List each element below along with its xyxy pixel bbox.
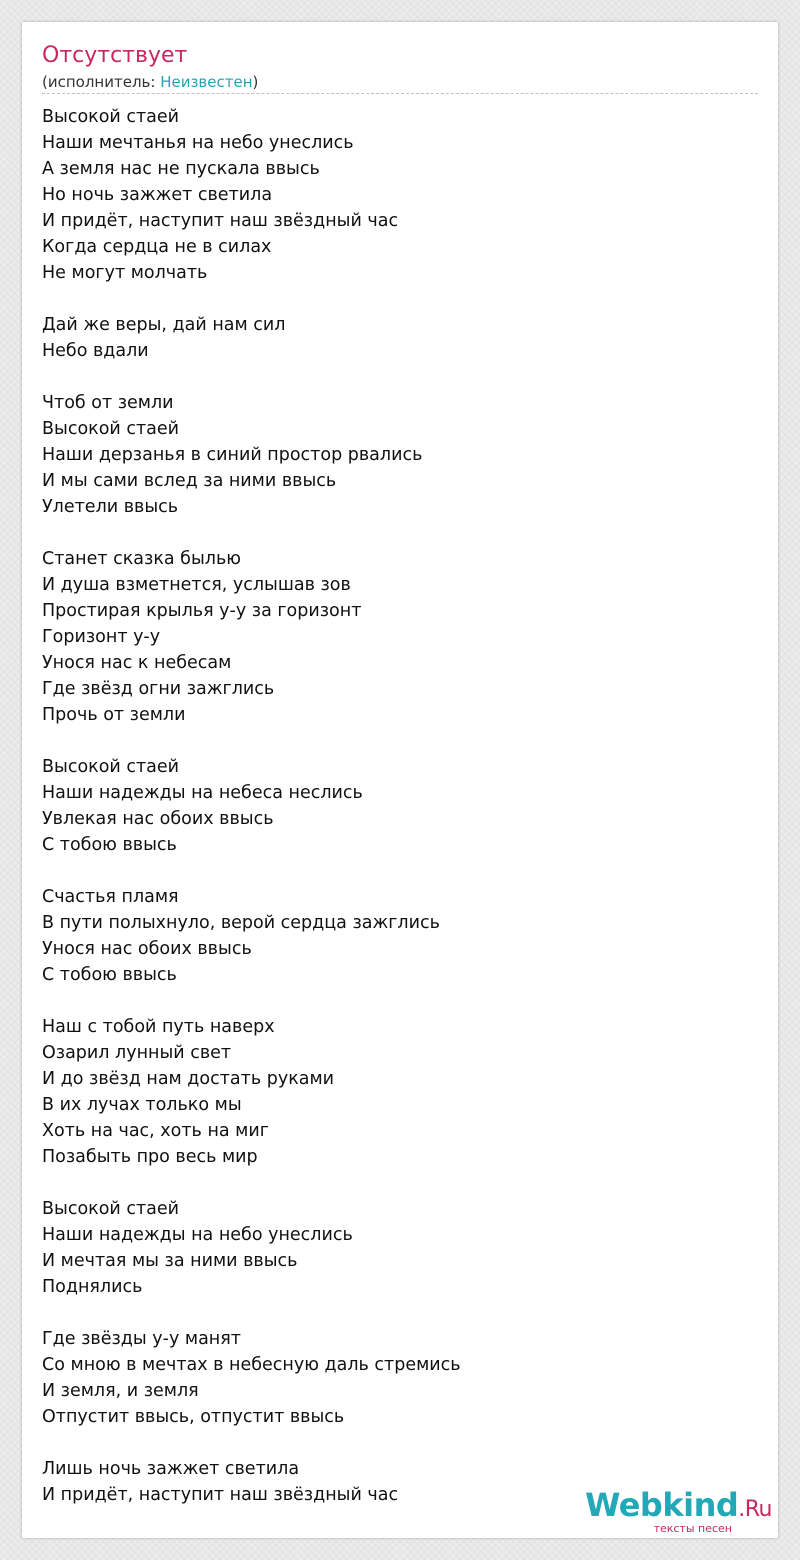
lyric-line: Прочь от земли <box>42 705 186 725</box>
lyric-line: Станет сказка былью <box>42 549 242 569</box>
song-title: Отсутствует <box>42 43 188 68</box>
lyric-line: Не могут молчать <box>42 263 208 283</box>
lyric-line: И придёт, наступит наш звёздный час <box>42 211 399 231</box>
lyric-line: В пути полыхнуло, верой сердца зажглись <box>42 913 440 933</box>
lyric-line: Наши мечтанья на небо унеслись <box>42 133 354 153</box>
lyric-line: Где звёзд огни зажглись <box>42 679 275 699</box>
site-logo[interactable] <box>585 1488 772 1534</box>
lyric-line: Отпустит ввысь, отпустит ввысь <box>42 1407 345 1427</box>
lyric-line: В их лучах только мы <box>42 1095 242 1115</box>
lyric-line: Унося нас обоих ввысь <box>42 939 252 959</box>
lyric-line: Когда сердца не в силах <box>42 237 272 257</box>
lyrics-body <box>42 104 461 1508</box>
lyric-line: Увлекая нас обоих ввысь <box>42 809 274 829</box>
stanza-gap <box>42 286 461 312</box>
lyric-line: Позабыть про весь мир <box>42 1147 258 1167</box>
lyric-line: Наши дерзанья в синий простор рвались <box>42 445 423 465</box>
artist-prefix: (исполнитель: <box>42 73 161 91</box>
lyric-line: Поднялись <box>42 1277 143 1297</box>
lyric-line: Небо вдали <box>42 341 149 361</box>
stanza-gap <box>42 858 461 884</box>
logo-tagline: тексты песен <box>653 1522 732 1535</box>
lyrics-card <box>22 22 778 1538</box>
lyric-line: С тобою ввысь <box>42 835 177 855</box>
lyric-line: Высокой стаей <box>42 1199 180 1219</box>
lyric-line: Унося нас к небесам <box>42 653 232 673</box>
lyric-line: Чтоб от земли <box>42 393 174 413</box>
lyric-line: Но ночь зажжет светила <box>42 185 273 205</box>
lyric-line: Улетели ввысь <box>42 497 179 517</box>
stanza-gap <box>42 988 461 1014</box>
lyric-line: И мы сами вслед за ними ввысь <box>42 471 337 491</box>
lyric-line: А земля нас не пускала ввысь <box>42 159 320 179</box>
lyric-line: Озарил лунный свет <box>42 1043 232 1063</box>
lyric-line: Высокой стаей <box>42 107 180 127</box>
lyric-line: Наши надежды на небо унеслись <box>42 1225 353 1245</box>
stanza-gap <box>42 1430 461 1456</box>
lyric-line: Где звёзды у-у манят <box>42 1329 241 1349</box>
lyric-line: Наши надежды на небеса неслись <box>42 783 363 803</box>
lyric-line: Горизонт у-у <box>42 627 161 647</box>
lyric-line: Высокой стаей <box>42 419 180 439</box>
lyric-line: Высокой стаей <box>42 757 180 777</box>
logo-suffix: .Ru <box>738 1497 772 1522</box>
lyric-line: Лишь ночь зажжет светила <box>42 1459 300 1479</box>
lyric-line: Хоть на час, хоть на миг <box>42 1121 269 1141</box>
lyric-line: Наш с тобой путь наверх <box>42 1017 275 1037</box>
lyric-line: Счастья пламя <box>42 887 179 907</box>
stanza-gap <box>42 728 461 754</box>
lyric-line: Со мною в мечтах в небесную даль стремись <box>42 1355 461 1375</box>
stanza-gap <box>42 364 461 390</box>
lyric-line: Дай же веры, дай нам сил <box>42 315 286 335</box>
artist-line <box>42 72 258 92</box>
lyric-line: И до звёзд нам достать руками <box>42 1069 335 1089</box>
lyric-line: И мечтая мы за ними ввысь <box>42 1251 298 1271</box>
lyric-line: Простирая крылья у-у за горизонт <box>42 601 362 621</box>
stanza-gap <box>42 520 461 546</box>
lyric-line: С тобою ввысь <box>42 965 177 985</box>
lyric-line: И душа взметнется, услышав зов <box>42 575 351 595</box>
artist-link[interactable]: Неизвестен <box>160 73 253 91</box>
lyric-line: И придёт, наступит наш звёздный час <box>42 1485 399 1505</box>
lyric-line: И земля, и земля <box>42 1381 199 1401</box>
logo-main-text: Webkind <box>585 1486 739 1524</box>
stanza-gap <box>42 1300 461 1326</box>
stanza-gap <box>42 1170 461 1196</box>
divider <box>42 93 758 94</box>
artist-suffix: ) <box>252 73 259 91</box>
